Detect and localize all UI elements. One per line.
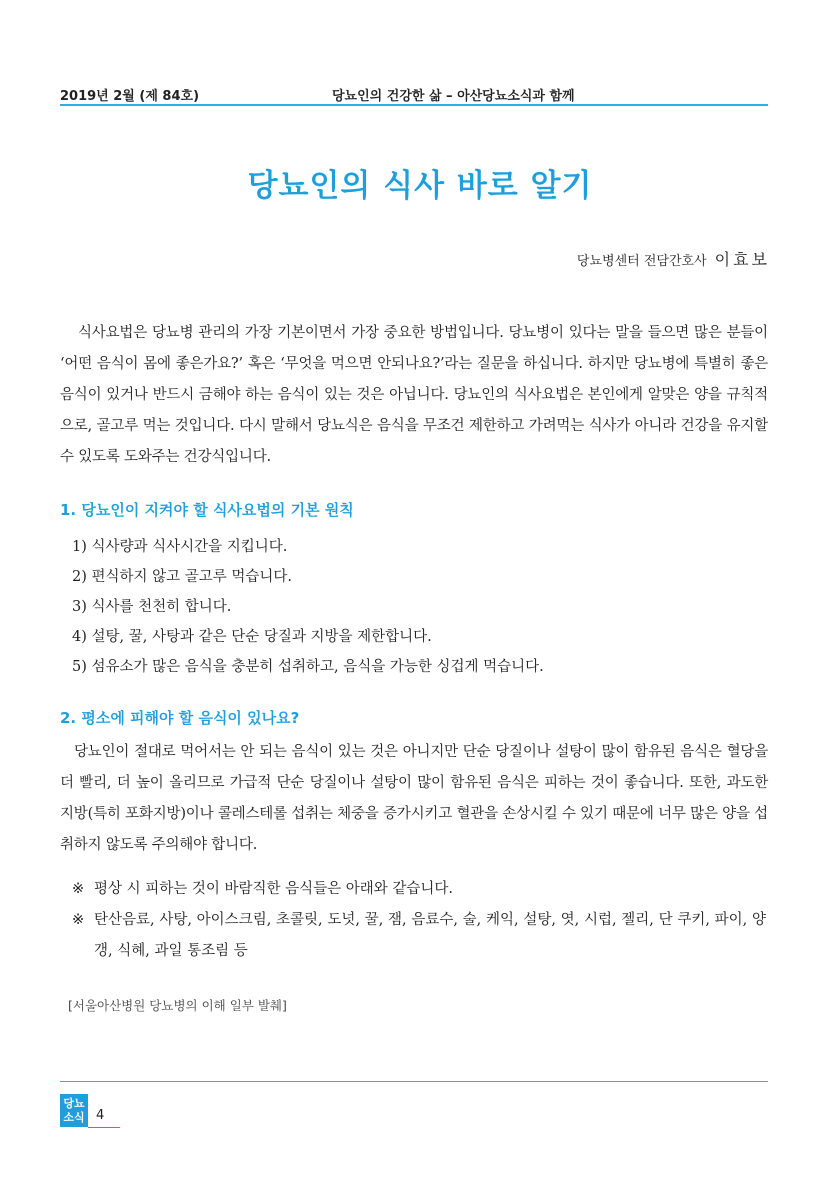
notes-list — [72, 874, 766, 967]
badge-line1: 당뇨 — [63, 1097, 85, 1110]
page-number: 4 — [96, 1108, 105, 1123]
list-item: 4) 설탕, 꿀, 사탕과 같은 단순 당질과 지방을 제한합니다. — [72, 629, 432, 645]
page-number-underline — [88, 1127, 120, 1128]
badge-line2: 소식 — [63, 1111, 85, 1124]
principles-list — [72, 532, 762, 682]
intro-paragraph: 식사요법은 당뇨병 관리의 가장 기본이면서 가장 중요한 방법입니다. 당뇨병이 있다는 말을 들으면 많은 분들이 ‘어떤 음식이 몸에 좋은가요?’ 혹은 ‘무엇을 먹으면 안되나요?’라는 질문을 하십니다. 하지만 당뇨병에 특별히 좋은 음식이 있거나 반드시 금해야 하는 음식이 있는 것은 아닙니다. 당뇨인의 식사요법은 본인에게 알맞은 양을 규칙적으로, 골고루 먹는 것입니다. 다시 말해서 당뇨식은 음식을 무조건 제한하고 가려먹는 식사가 아니라 건강을 유지할 수 있도록 도와주는 건강식입니다. — [60, 325, 768, 465]
section2-heading: 2. 평소에 피해야 할 음식이 있나요? — [60, 709, 300, 727]
author-name: 이효보 — [714, 250, 770, 269]
note-text: 평상 시 피하는 것이 바람직한 음식들은 아래와 같습니다. — [94, 881, 454, 897]
note-item — [72, 905, 766, 967]
issue-label: 2019년 2월 (제 84호) — [60, 89, 200, 104]
source-citation: [서울아산병원 당뇨병의 이해 일부 발췌] — [68, 998, 287, 1013]
list-item: 1) 식사량과 식사시간을 지킵니다. — [72, 539, 288, 555]
newsletter-badge — [60, 1094, 88, 1127]
author-role: 당뇨병센터 전담간호사 — [576, 254, 707, 269]
note-mark: ※ — [72, 881, 85, 897]
list-item: 5) 섬유소가 많은 음식을 충분히 섭취하고, 음식을 가능한 싱겁게 먹습니다. — [72, 659, 544, 675]
footer-divider — [60, 1081, 768, 1082]
list-item: 3) 식사를 천천히 합니다. — [72, 599, 232, 615]
article-title: 당뇨인의 식사 바로 알기 — [247, 168, 593, 204]
note-mark: ※ — [72, 912, 85, 928]
list-item: 2) 편식하지 않고 골고루 먹습니다. — [72, 569, 293, 585]
note-text: 탄산음료, 사탕, 아이스크림, 초콜릿, 도넛, 꿀, 잼, 음료수, 술, 케익, 설탕, 엿, 시럽, 젤리, 단 쿠키, 파이, 양갱, 식혜, 과일 통조림 등 — [94, 912, 766, 959]
page-header — [60, 82, 768, 106]
section2-paragraph: 당뇨인이 절대로 먹어서는 안 되는 음식이 있는 것은 아니지만 단순 당질이나 설탕이 많이 함유된 음식은 혈당을 더 빨리, 더 높이 올리므로 가급적 단순 당질이나 설탕이 많이 함유된 음식은 피하는 것이 좋습니다. 또한, 과도한 지방(특히 포화지방)이나 콜레스테롤 섭취는 체중을 증가시키고 혈관을 손상시킬 수 있기 때문에 너무 많은 양을 섭취하지 않도록 주의해야 합니다. — [60, 744, 768, 853]
section1-heading: 1. 당뇨인이 지켜야 할 식사요법의 기본 원칙 — [60, 501, 354, 519]
note-item — [72, 874, 766, 905]
series-title: 당뇨인의 건강한 삶 – 아산당뇨소식과 함께 — [332, 89, 575, 104]
author-line — [577, 247, 770, 270]
